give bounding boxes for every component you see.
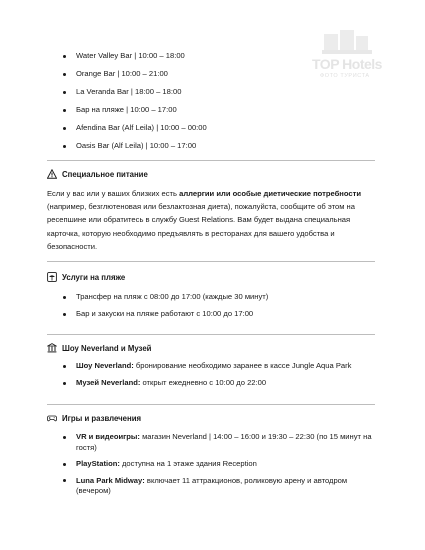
list-item bbox=[76, 361, 351, 378]
list-item: Afendina Bar (Alf Leila) | 10:00 – 00:00 bbox=[76, 123, 207, 141]
list-item bbox=[76, 432, 376, 453]
beach-icon bbox=[47, 272, 57, 282]
neverland-heading bbox=[47, 343, 151, 353]
games-heading bbox=[47, 413, 141, 423]
list-item: Бар на пляже | 10:00 – 17:00 bbox=[76, 105, 207, 123]
bars-list bbox=[76, 51, 207, 159]
diet-bold-text: аллергии или особые диетические потребности bbox=[179, 189, 362, 198]
item-label: Luna Park Midway: bbox=[76, 475, 145, 485]
beach-list bbox=[76, 292, 268, 326]
divider bbox=[47, 334, 375, 335]
item-label: PlayStation: bbox=[76, 459, 120, 468]
list-item: La Veranda Bar | 18:00 – 18:00 bbox=[76, 87, 207, 105]
diet-paragraph bbox=[47, 187, 377, 253]
list-item bbox=[76, 378, 351, 395]
list-item: Water Valley Bar | 10:00 – 18:00 bbox=[76, 51, 207, 69]
warning-icon bbox=[47, 169, 57, 179]
diet-title: Специальное питание bbox=[62, 169, 148, 179]
games-list bbox=[76, 432, 376, 497]
beach-title: Услуги на пляже bbox=[62, 272, 126, 282]
item-text: включает 11 аттракционов, роликовую арену и автодром (вечером) bbox=[76, 475, 348, 495]
neverland-title: Шоу Neverland и Музей bbox=[62, 343, 152, 353]
museum-icon bbox=[47, 343, 57, 353]
list-item: Бар и закуски на пляже работают с 10:00 до 17:00 bbox=[76, 309, 268, 326]
item-label: Музей Neverland: bbox=[76, 378, 141, 387]
divider bbox=[47, 160, 375, 161]
item-text: открыт ежедневно с 10:00 до 22:00 bbox=[140, 378, 267, 387]
divider bbox=[47, 261, 375, 262]
neverland-list bbox=[76, 361, 351, 395]
item-text: магазин Neverland | 14:00 – 16:00 и 19:30 – 22:30 (по 15 минут на гостя) bbox=[76, 432, 372, 452]
divider bbox=[47, 404, 375, 405]
diet-lead-text: Если у вас или у ваших близких есть bbox=[47, 189, 180, 198]
diet-heading bbox=[47, 169, 148, 179]
item-label: Шоу Neverland: bbox=[76, 361, 134, 370]
games-title: Игры и развлечения bbox=[62, 413, 142, 423]
diet-rest-text: (например, безглютеновая или безлактозная диета), пожалуйста, сообщите об этом на ресепшине или обратитесь в службу Guest Relations. Вам будет выдана специальная карточка, которую необходимо предъявлять в ресторанах для вашего удобства и безопасности. bbox=[47, 202, 355, 251]
beach-heading bbox=[47, 272, 125, 282]
list-item: Oasis Bar (Alf Leila) | 10:00 – 17:00 bbox=[76, 141, 207, 159]
list-item: Orange Bar | 10:00 – 21:00 bbox=[76, 69, 207, 87]
item-text: доступна на 1 этаже здания Reception bbox=[119, 459, 257, 468]
watermark-subtitle: ФОТО ТУРИСТА bbox=[320, 73, 370, 79]
gamepad-icon bbox=[47, 413, 57, 423]
list-item bbox=[76, 459, 376, 470]
list-item bbox=[76, 476, 376, 497]
list-item: Трансфер на пляж с 08:00 до 17:00 (каждые 30 минут) bbox=[76, 292, 268, 309]
watermark-brand: TOP Hotels bbox=[312, 56, 382, 72]
item-text: бронирование необходимо заранее в кассе Jungle Aqua Park bbox=[133, 361, 352, 370]
item-label: VR и видеоигры: bbox=[76, 432, 140, 441]
